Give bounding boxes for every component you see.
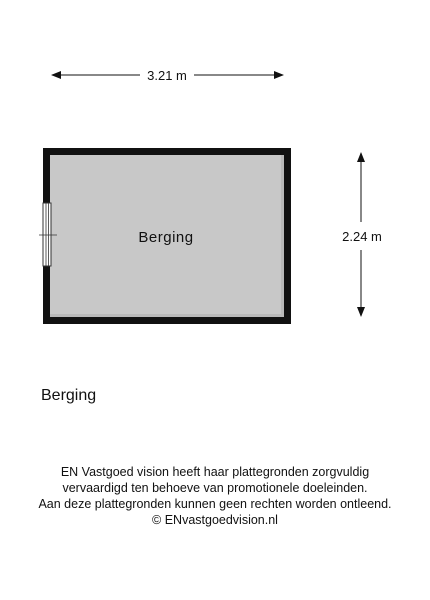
room-label: Berging — [138, 229, 194, 246]
disclaimer-line: vervaardigd ten behoeve van promotionele doeleinden. — [62, 481, 368, 495]
width-label: 3.21 m — [147, 68, 187, 83]
window — [43, 203, 51, 266]
depth-label: 2.24 m — [342, 229, 382, 244]
disclaimer-line: EN Vastgoed vision heeft haar plattegronden zorgvuldig — [60, 465, 370, 479]
floor-title: Berging — [41, 387, 97, 404]
disclaimer-copyright: © ENvastgoedvision.nl — [152, 513, 278, 527]
disclaimer-line: Aan deze plattegronden kunnen geen rechten worden ontleend. — [38, 497, 392, 511]
disclaimer — [0, 464, 430, 528]
